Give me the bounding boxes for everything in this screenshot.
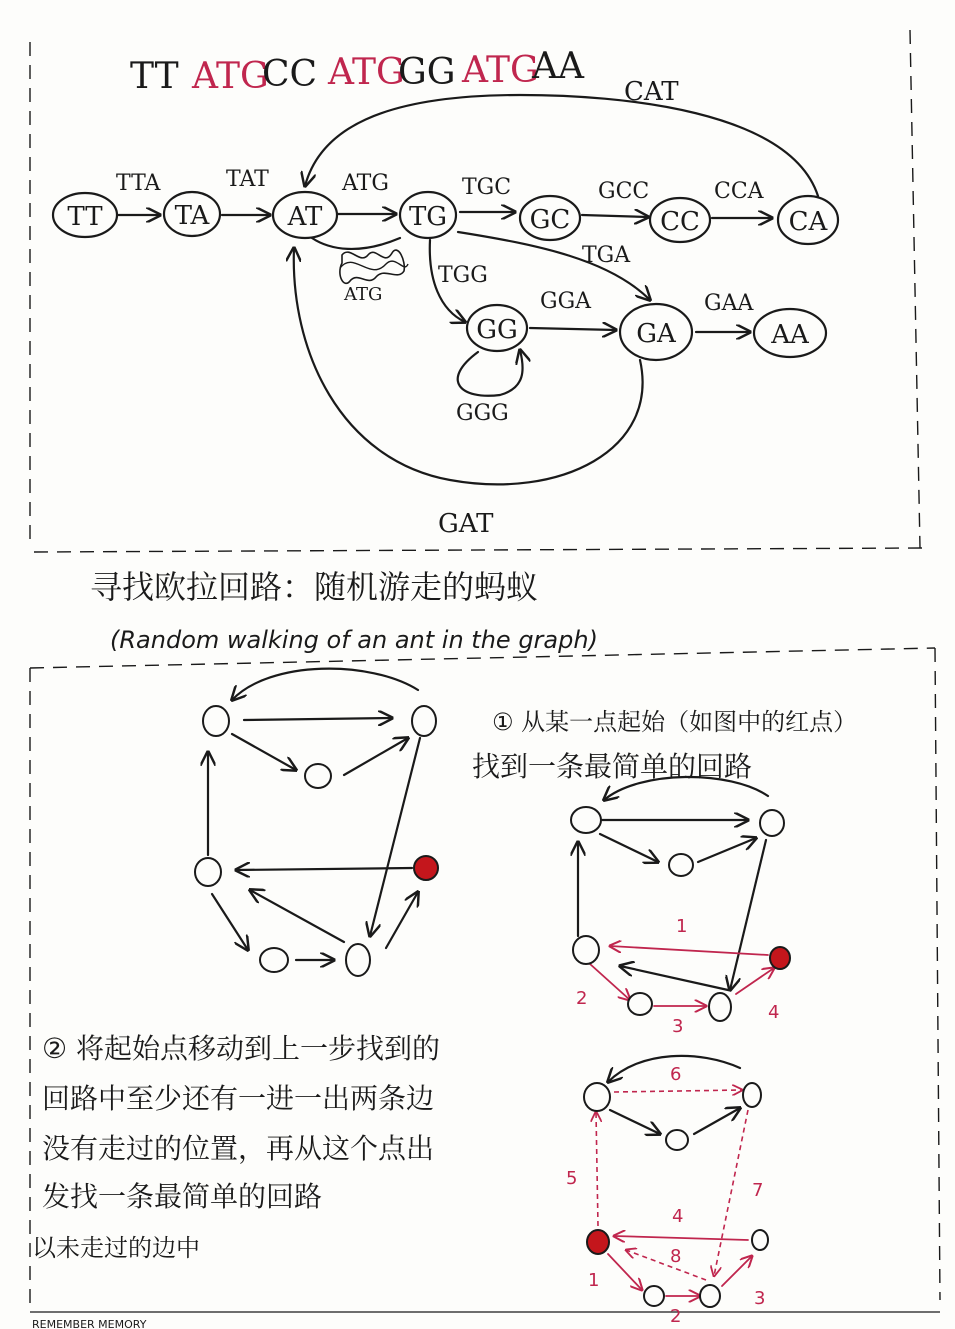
edge-label-CAT: CAT <box>624 77 679 107</box>
walk2-label-7: 7 <box>752 1180 764 1201</box>
svg-text:AA: AA <box>771 320 809 350</box>
graph-example-step2 <box>566 1056 768 1327</box>
walk2-label-2: 2 <box>670 1306 682 1327</box>
edge-label-CCA: CCA <box>714 179 764 204</box>
walk2-label-3: 3 <box>754 1288 766 1309</box>
vertex-upper-mid <box>305 764 331 788</box>
notes <box>32 568 857 1262</box>
walk1-label-4: 4 <box>768 1002 780 1023</box>
walk2-label-6: 6 <box>670 1064 682 1085</box>
edge-label-GAA: GAA <box>704 291 754 316</box>
edge-label-TGG: TGG <box>438 263 488 288</box>
step2-line5: 以未走过的边中 <box>32 1234 200 1262</box>
graph-example-step1 <box>571 777 790 1037</box>
svg-text:GC: GC <box>529 205 571 235</box>
seq-part-4: ATG <box>328 52 405 93</box>
walk2-label-5: 5 <box>566 1168 578 1189</box>
edge-label-TAT: TAT <box>226 167 269 192</box>
edge-label-GGG: GGG <box>456 401 509 426</box>
node-GG <box>467 305 527 351</box>
edge-label-ATG: ATG <box>342 171 389 196</box>
node-TA <box>164 192 220 236</box>
notes-subtitle: (Random walking of an ant in the graph) <box>110 626 598 654</box>
dna-sequence <box>130 46 585 97</box>
step2-line2: 回路中至少还有一进一出两条边 <box>42 1082 435 1115</box>
step2-line1: ② 将起始点移动到上一步找到的 <box>42 1032 441 1065</box>
edge-label-GGA: GGA <box>540 289 592 314</box>
edge-label-TGC: TGC <box>462 175 512 200</box>
node-GC <box>520 196 580 240</box>
walk1-label-3: 3 <box>672 1016 684 1037</box>
seq-part-5: GG <box>398 52 456 93</box>
step2-line4: 发找一条最简单的回路 <box>42 1180 323 1213</box>
edge-label-GCC: GCC <box>598 179 650 204</box>
seq-part-7: AA <box>532 46 584 87</box>
vertex-start-red <box>414 856 438 880</box>
step1-line2: 找到一条最简单的回路 <box>472 750 753 783</box>
graph-example-left <box>195 669 438 976</box>
svg-text:GA: GA <box>636 319 676 349</box>
edge-label-GAT: GAT <box>438 509 494 539</box>
svg-text:CA: CA <box>788 207 828 237</box>
walk1-label-2: 2 <box>576 988 588 1009</box>
seq-part-6: ATG <box>462 50 539 91</box>
vertex-bottom-left <box>260 948 288 972</box>
node-CA <box>778 196 838 244</box>
node-AT <box>273 192 337 238</box>
node-TG <box>400 192 456 238</box>
walk1-label-1: 1 <box>676 916 688 937</box>
vertex-top-left <box>203 706 229 736</box>
edge-label-TGA: TGA <box>582 243 631 268</box>
node-GA <box>620 304 692 360</box>
top-frame <box>30 30 922 552</box>
walk2-label-4: 4 <box>672 1206 684 1227</box>
node-AA <box>754 309 826 357</box>
svg-text:TG: TG <box>408 202 448 232</box>
svg-text:TT: TT <box>67 202 103 232</box>
node-CC <box>650 198 710 242</box>
svg-text:CC: CC <box>660 207 700 237</box>
vertex-top-right <box>412 706 436 736</box>
svg-text:TA: TA <box>174 201 210 231</box>
svg-text:GG: GG <box>476 315 518 345</box>
notes-heading: 寻找欧拉回路：随机游走的蚂蚁 <box>90 568 539 606</box>
edge-label-TTA: TTA <box>116 171 161 196</box>
node-TT <box>53 193 117 237</box>
seq-part-1: TT <box>130 56 179 97</box>
seq-part-3: CC <box>262 54 318 95</box>
edge-label-crossed-ATG: ATG <box>344 284 383 305</box>
vertex-bottom-right <box>346 944 370 976</box>
vertex-mid-left <box>195 858 221 886</box>
step1-line1: ① 从某一点起始（如图中的红点） <box>492 708 858 736</box>
seq-part-2: ATG <box>192 56 269 97</box>
walk2-label-1: 1 <box>588 1270 600 1291</box>
step2-line3: 没有走过的位置，再从这个点出 <box>42 1132 435 1165</box>
svg-text:AT: AT <box>287 202 323 232</box>
walk2-label-8: 8 <box>670 1246 682 1267</box>
footer-print: REMEMBER MEMORY <box>32 1318 147 1329</box>
